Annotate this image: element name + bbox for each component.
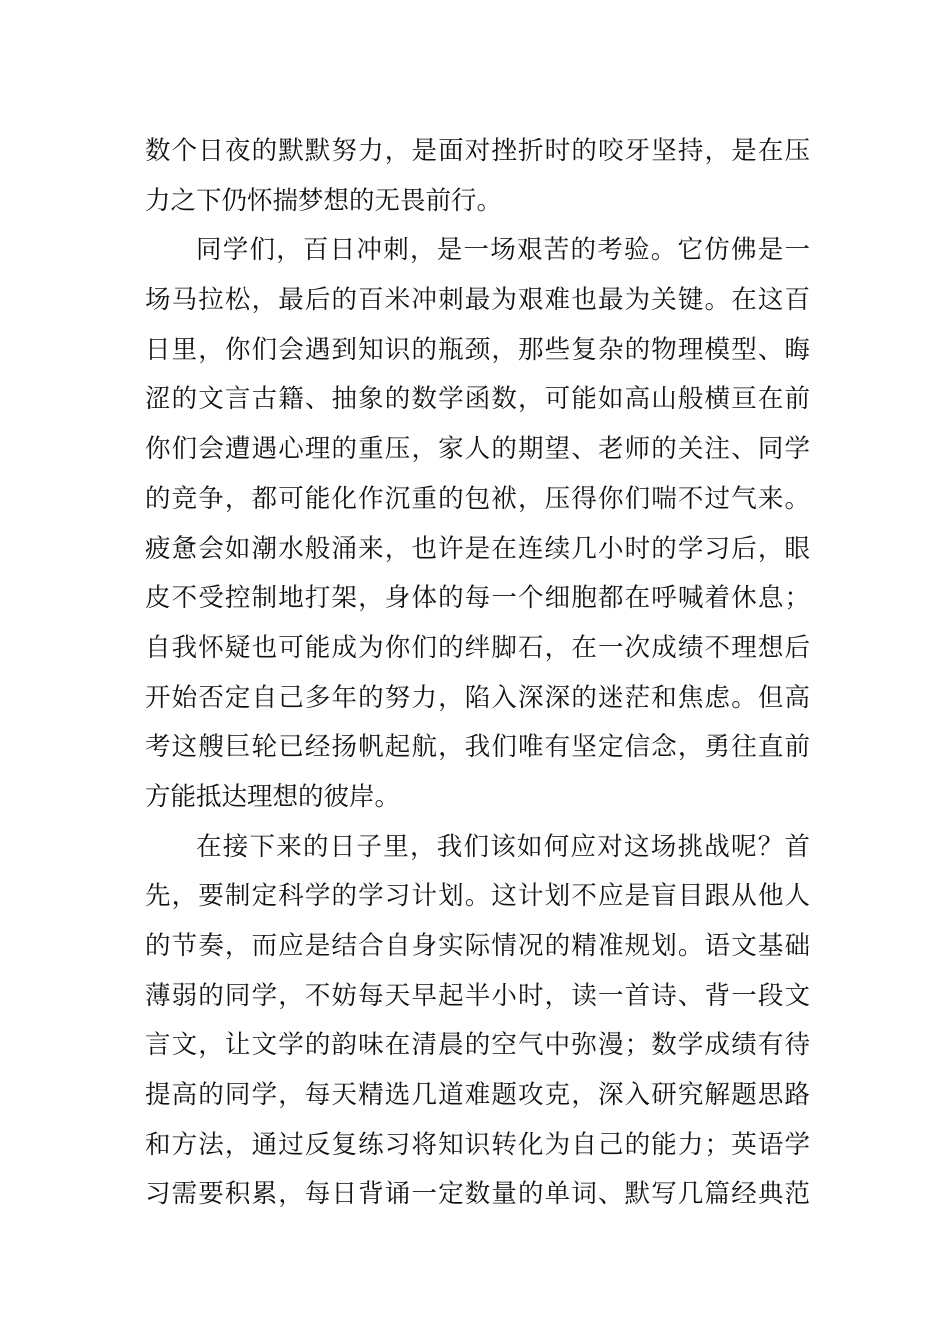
text-line: 薄弱的同学，不妨每天早起半小时，读一首诗、背一段文 xyxy=(145,980,810,1011)
text-line: 日里，你们会遇到知识的瓶颈，那些复杂的物理模型、晦 xyxy=(145,334,810,365)
paragraph-start-line: 同学们，百日冲刺，是一场艰苦的考验。它仿佛是一 xyxy=(196,235,810,266)
text-line: 你们会遭遇心理的重压，家人的期望、老师的关注、同学 xyxy=(145,434,810,465)
text-line: 涩的文言古籍、抽象的数学函数，可能如高山般横亘在前 xyxy=(145,384,810,415)
body-text xyxy=(145,127,810,1220)
text-line: 疲惫会如潮水般涌来，也许是在连续几小时的学习后，眼 xyxy=(145,533,810,564)
text-line: 言文，让文学的韵味在清晨的空气中弥漫；数学成绩有待 xyxy=(145,1030,810,1061)
text-line: 皮不受控制地打架，身体的每一个细胞都在呼喊着休息； xyxy=(145,583,810,614)
text-line: 开始否定自己多年的努力，陷入深深的迷茫和焦虑。但高 xyxy=(145,682,810,713)
text-line: 的竞争，都可能化作沉重的包袱，压得你们喘不过气来。 xyxy=(145,483,810,514)
text-line: 力之下仍怀揣梦想的无畏前行。 xyxy=(145,185,503,216)
text-line: 方能抵达理想的彼岸。 xyxy=(145,781,401,812)
text-line: 提高的同学，每天精选几道难题攻克，深入研究解题思路 xyxy=(145,1080,810,1111)
text-line: 的节奏，而应是结合自身实际情况的精准规划。语文基础 xyxy=(145,931,810,961)
text-line: 和方法，通过反复练习将知识转化为自己的能力；英语学 xyxy=(145,1129,810,1160)
text-line: 习需要积累，每日背诵一定数量的单词、默写几篇经典范 xyxy=(145,1179,810,1210)
text-line: 数个日夜的默默努力，是面对挫折时的咬牙坚持，是在压 xyxy=(145,136,810,166)
text-line: 考这艘巨轮已经扬帆起航，我们唯有坚定信念，勇往直前 xyxy=(145,732,810,763)
paragraph-start-line: 在接下来的日子里，我们该如何应对这场挑战呢？首 xyxy=(196,831,810,862)
text-line: 自我怀疑也可能成为你们的绊脚石，在一次成绩不理想后 xyxy=(145,632,810,663)
text-line: 场马拉松，最后的百米冲刺最为艰难也最为关键。在这百 xyxy=(145,285,810,316)
text-line: 先，要制定科学的学习计划。这计划不应是盲目跟从他人 xyxy=(145,881,810,912)
